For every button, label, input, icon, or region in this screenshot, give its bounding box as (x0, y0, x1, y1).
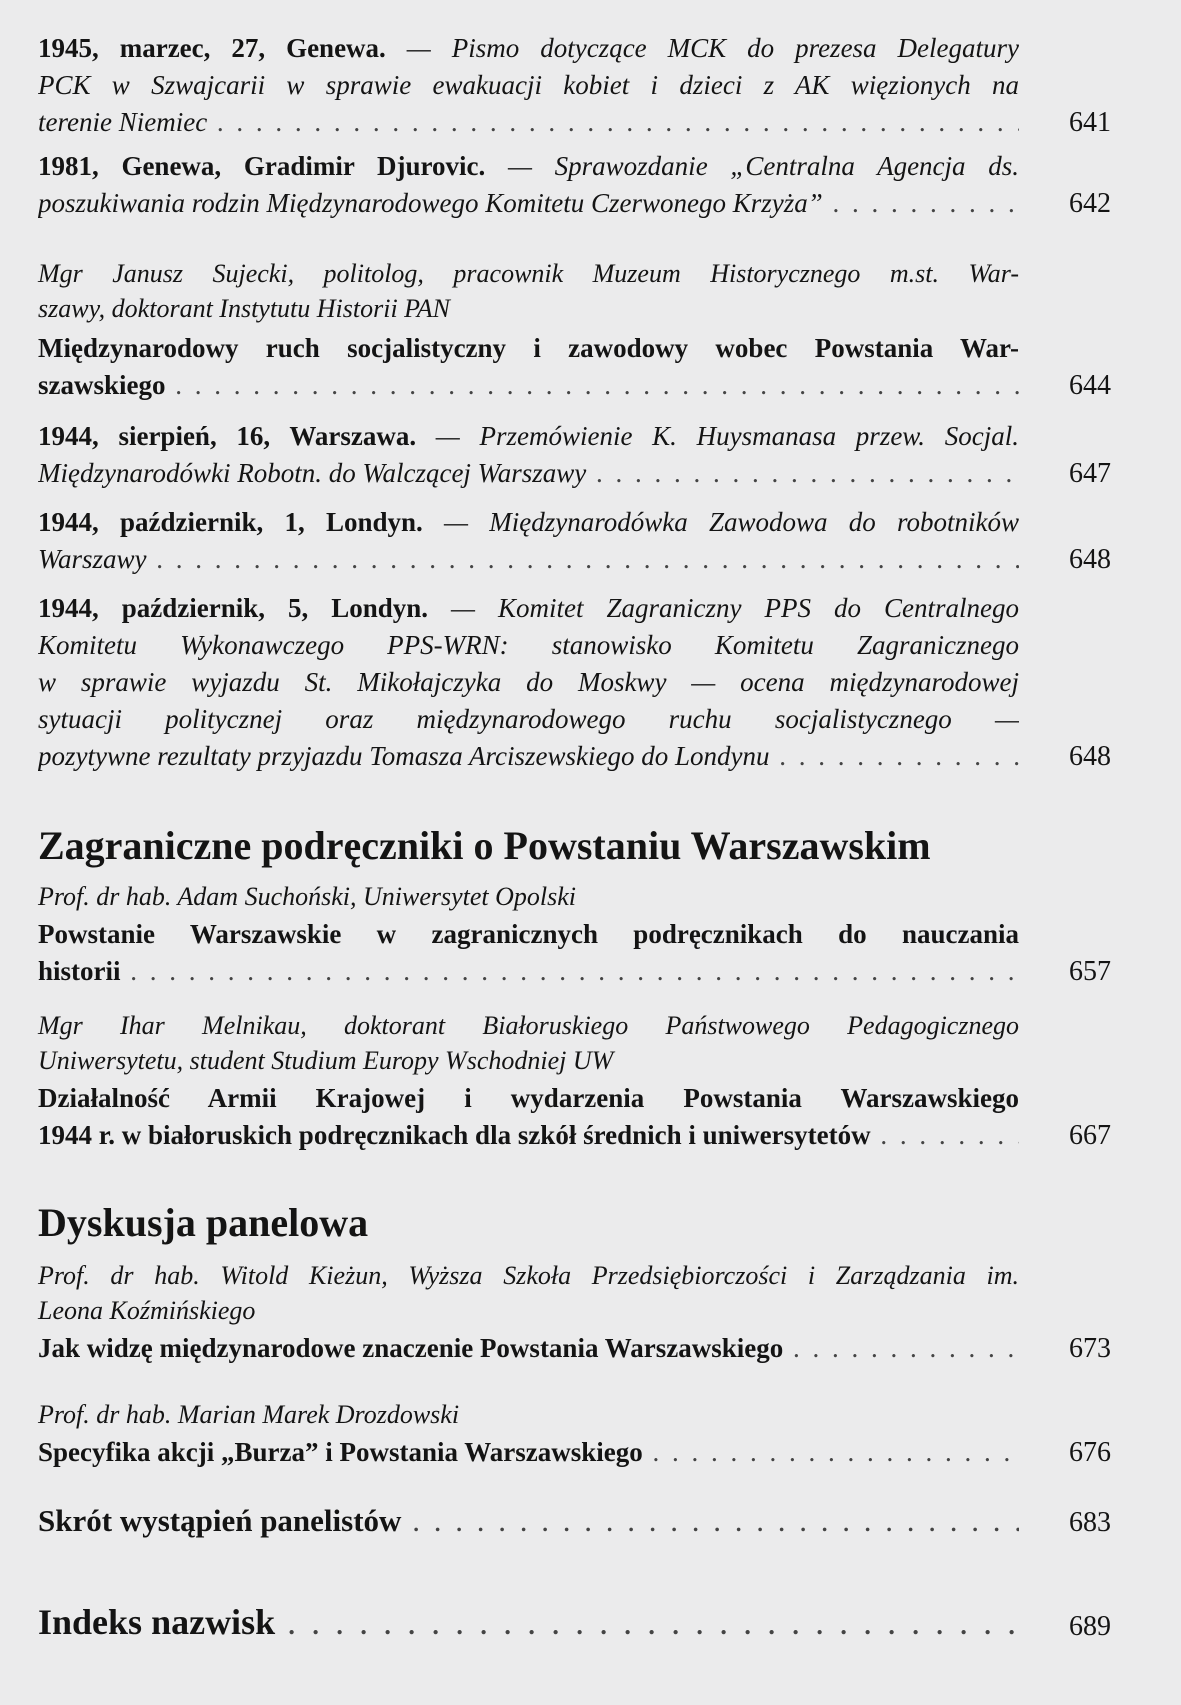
entry-line (38, 30, 1019, 67)
page-number: 644 (1069, 370, 1111, 401)
article-author: Mgr Ihar Melnikau, doktorant Białoruskiego Państwowego Pedagogicznego (38, 1011, 1019, 1040)
page-number: 642 (1069, 188, 1111, 219)
toc-article (38, 256, 1111, 404)
page-number: 676 (1069, 1437, 1111, 1468)
entry-line: Międzynarodówki Robotn. do Walczącej Warszawy . . . (38, 455, 1019, 492)
entry-line: sytuacji politycznej oraz międzynarodowego ruchu socjalistycznego — (38, 704, 1019, 734)
entry-line: poszukiwania rodzin Międzynarodowego Komitetu Czerwonego Krzyża” . . . (38, 185, 1019, 222)
article-author: Leona Koźmińskiego (38, 1296, 256, 1325)
article-title: Powstanie Warszawskie w zagranicznych podręcznikach do nauczania (38, 919, 1019, 949)
page-number: 657 (1069, 956, 1111, 987)
article-title: Jak widzę międzynarodowe znaczenie Powstania Warszawskiego . . . (38, 1330, 1019, 1367)
article-title: 1944 r. w białoruskich podręcznikach dla szkół średnich i uniwersytetów . . . (38, 1117, 1019, 1154)
article-title: Międzynarodowy ruch socjalistyczny i zawodowy wobec Powstania War- (38, 333, 1019, 363)
page-number: 648 (1069, 544, 1111, 575)
toc-article (38, 879, 1111, 990)
article-author: szawy, doktorant Instytutu Historii PAN (38, 294, 450, 323)
entry-line: w sprawie wyjazdu St. Mikołajczyka do Moskwy — ocena międzynarodowej (38, 667, 1019, 697)
index-title: Indeks nazwisk . . . (38, 1599, 1019, 1645)
entry-date: 1981, Genewa, Gradimir Djurovic. (38, 151, 486, 181)
article-title: szawskiego . . . (38, 367, 1019, 404)
section-heading: Dyskusja panelowa (38, 1200, 369, 1245)
documents-group-top (38, 30, 1111, 222)
article-author: Prof. dr hab. Adam Suchoński, Uniwersytet Opolski (38, 882, 577, 911)
article-title: Działalność Armii Krajowej i wydarzenia Powstania Warszawskiego (38, 1083, 1019, 1113)
section-heading: Zagraniczne podręczniki o Powstaniu Warszawskim (38, 823, 931, 868)
entry-description: — Sprawozdanie „Centralna Agencja ds. (485, 151, 1019, 181)
article-author: Uniwersytetu, student Studium Europy Wschodniej UW (38, 1046, 614, 1075)
entry-line: Warszawy . . . (38, 541, 1019, 578)
toc-entry (38, 30, 1111, 141)
entry-date: 1944, sierpień, 16, Warszawa. (38, 421, 417, 451)
entry-line: PCK w Szwajcarii w sprawie ewakuacji kobiet i dzieci z AK więzionych na (38, 70, 1019, 100)
page-number: 689 (1069, 1611, 1111, 1642)
documents-group (38, 418, 1111, 775)
entry-description: — Komitet Zagraniczny PPS do Centralnego (428, 593, 1019, 623)
entry-description: — Przemówienie K. Huysmanasa przew. Socjal. (416, 421, 1019, 451)
summary-title: Skrót wystąpień panelistów . . . (38, 1501, 1019, 1541)
entry-date: 1945, marzec, 27, Genewa. (38, 33, 386, 63)
entry-date: 1944, październik, 5, Londyn. (38, 593, 429, 623)
toc-entry (38, 418, 1111, 492)
article-author: Mgr Janusz Sujecki, politolog, pracownik Muzeum Historycznego m.st. War- (38, 259, 1019, 288)
toc-summary (38, 1501, 1111, 1541)
entry-date: 1944, październik, 1, Londyn. (38, 507, 423, 537)
page-number: 647 (1069, 458, 1111, 489)
toc-article (38, 1258, 1111, 1367)
page-number: 641 (1069, 107, 1111, 138)
toc-index (38, 1599, 1111, 1645)
toc-entry (38, 504, 1111, 578)
entry-line (38, 418, 1019, 455)
toc-entry (38, 148, 1111, 222)
article-author: Prof. dr hab. Marian Marek Drozdowski (38, 1400, 460, 1429)
page-number: 673 (1069, 1333, 1111, 1364)
toc-article (38, 1008, 1111, 1154)
page-number: 667 (1069, 1120, 1111, 1151)
entry-line: terenie Niemiec . . . (38, 104, 1019, 141)
entry-description: — Pismo dotyczące MCK do prezesa Delegatury (385, 33, 1019, 63)
entry-line (38, 504, 1019, 541)
article-title: historii . . . (38, 953, 1019, 990)
entry-line (38, 590, 1019, 627)
entry-description: — Międzynarodówka Zawodowa do robotników (422, 507, 1019, 537)
entry-line (38, 148, 1019, 185)
page-number: 648 (1069, 741, 1111, 772)
page-number: 683 (1069, 1507, 1111, 1538)
article-title: Specyfika akcji „Burza” i Powstania Warszawskiego . . . (38, 1434, 1019, 1471)
toc-article (38, 1397, 1111, 1471)
entry-line: pozytywne rezultaty przyjazdu Tomasza Arciszewskiego do Londynu . . . (38, 738, 1019, 775)
article-author: Prof. dr hab. Witold Kieżun, Wyższa Szkoła Przedsiębiorczości i Zarządzania im. (38, 1261, 1019, 1290)
entry-line: Komitetu Wykonawczego PPS-WRN: stanowisko Komitetu Zagranicznego (38, 630, 1019, 660)
toc-entry (38, 590, 1111, 775)
